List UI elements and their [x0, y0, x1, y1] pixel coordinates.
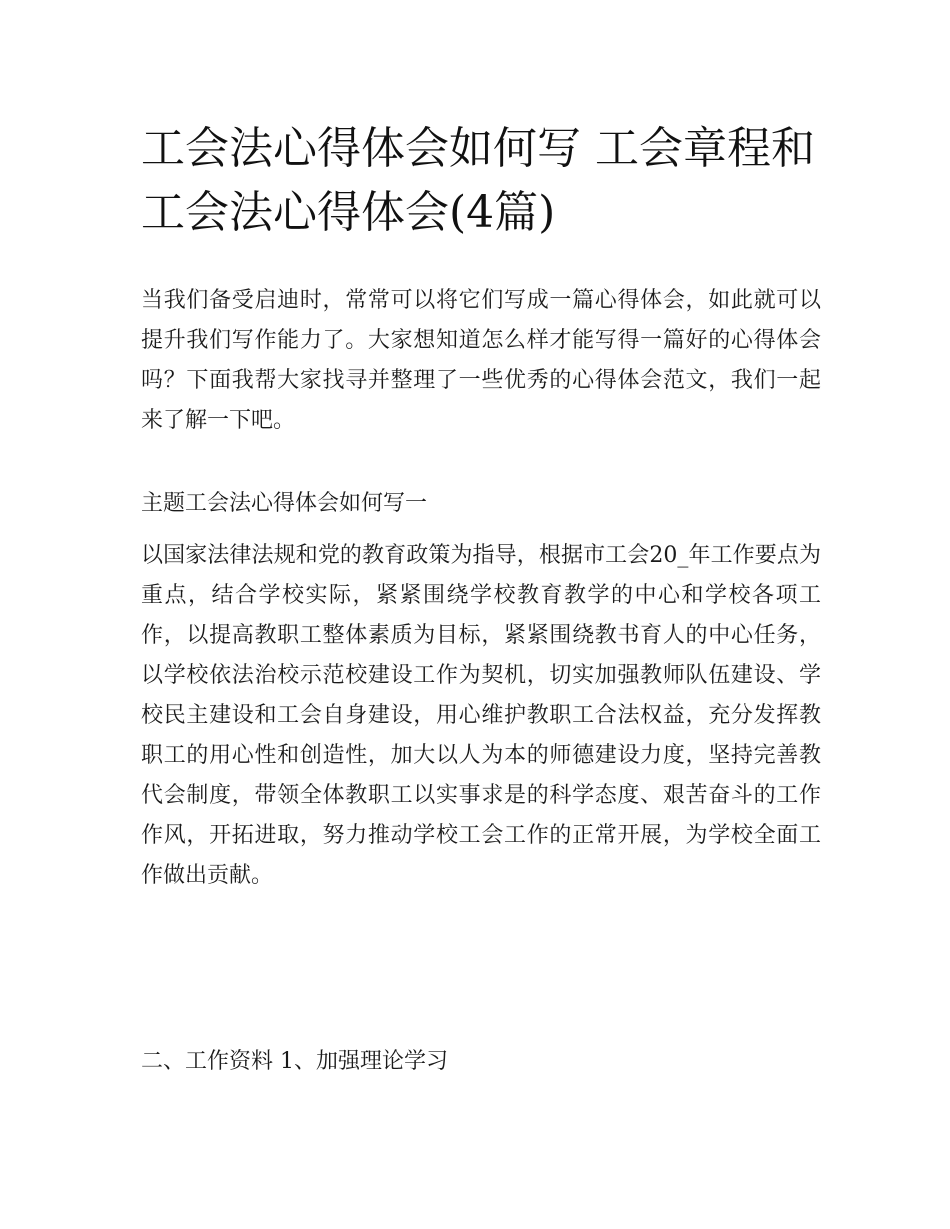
document-title: 工会法心得体会如何写 工会章程和工会法心得体会(4篇)	[141, 123, 815, 238]
section-body-paragraph: 以国家法律法规和党的教育政策为指导，根据市工会20_年工作要点为重点，结合学校实际，紧紧围绕学校教育教学的中心和学校各项工作，以提高教职工整体素质为目标，紧紧围绕教书育人的中心任务，以学校依法治校示范校建设工作为契机，切实加强教师队伍建设、学校民主建设和工会自身建设，用心维护教职工合法权益，充分发挥教职工的用心性和创造性，加大以人为本的师德建设力度，坚持完善教代会制度，带领全体教职工以实事求是的科学态度、艰苦奋斗的工作作风，开拓进取，努力推动学校工会工作的正常开展，为学校全面工作做出贡献。	[141, 543, 821, 888]
section-heading: 主题工会法心得体会如何写一	[141, 491, 428, 516]
intro-paragraph: 当我们备受启迪时，常常可以将它们写成一篇心得体会，如此就可以提升我们写作能力了。大家想知道怎么样才能写得一篇好的心得体会吗？下面我帮大家找寻并整理了一些优秀的心得体会范文，我们一起来了解一下吧。	[141, 288, 821, 433]
subheading: 二、工作资料 1、加强理论学习	[141, 1049, 448, 1074]
